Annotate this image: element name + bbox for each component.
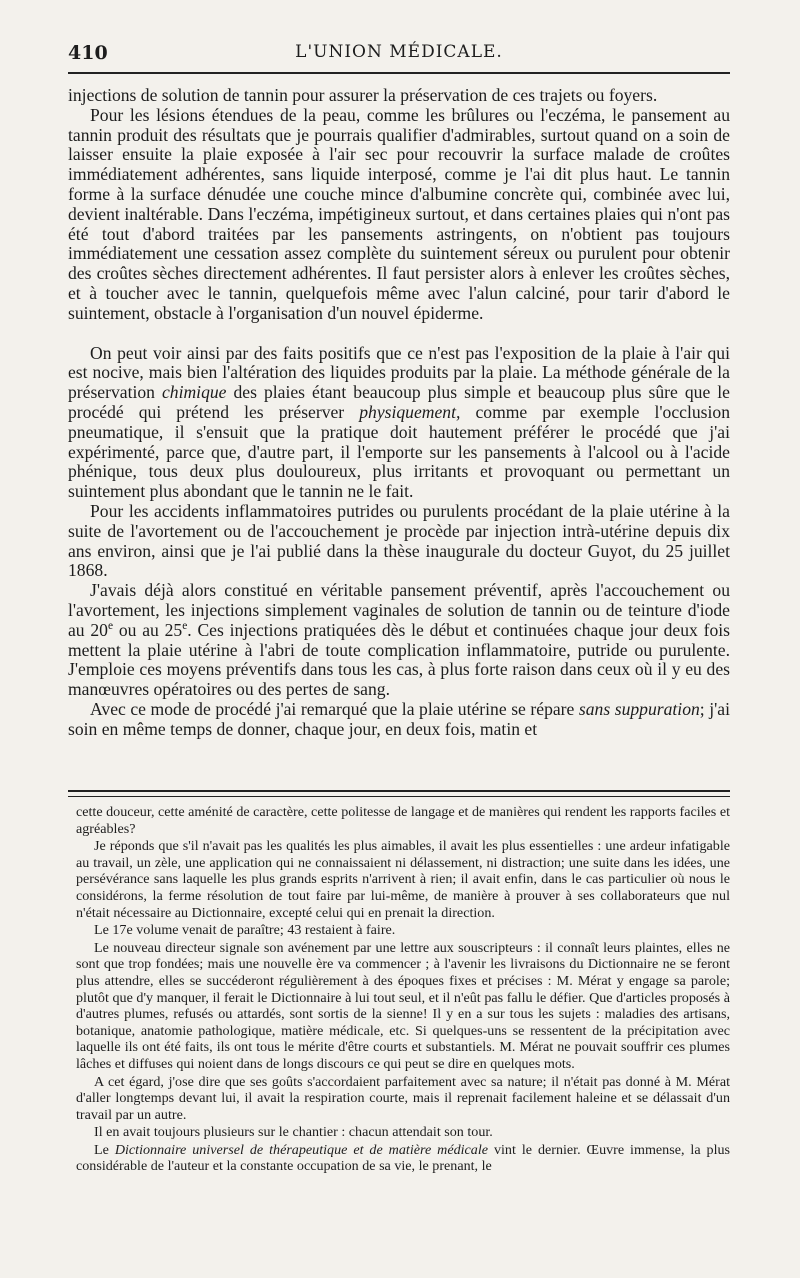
paragraph-5-part-b: ou au 25 [113, 619, 183, 640]
paragraph-6-part-a: Avec ce mode de procédé j'ai remarqué que la plaie utérine se répare [90, 698, 579, 719]
dictionary-title: Dictionnaire universel de thérapeutique et de matière médicale [114, 1141, 489, 1158]
main-article-text [68, 86, 730, 740]
page-header [68, 42, 730, 74]
paragraph-3-part-a: On peut voir ainsi par des faits positifs que ce n'est pas l'exposition de la plaie à l'air qui est nocive, mais bien l'altération des liquides produits par la plaie. La méthode générale de la préservation [68, 342, 730, 403]
feuilleton-paragraph-7-part-a: Le [94, 1141, 115, 1158]
feuilleton-paragraph-2: Je réponds que s'il n'avait pas les qualités les plus aimables, il avait les plus essentielles : une ardeur infatigable au travail, un zèle, une application qui ne connaissaient ni délassement, ni distraction; une suite dans les idées, une persévérance sans laquelle les plus grands esprits n'arrivent à rien; il avait enfin, dans le cas particulier où nous le considérons, la ferme résolution de tout faire par lui-même, de manière à prouver à ses collaborateurs que nul n'était nécessaire au Dictionnaire, excepté celui qui en prenait la direction. [76, 838, 730, 921]
feuilleton-paragraph-7 [76, 1142, 730, 1175]
paragraph-2: Pour les lésions étendues de la peau, comme les brûlures ou l'eczéma, le pansement au tannin produit des résultats que je pourrais qualifier d'admirables, surtout quand on a soin de laisser ensuite la plaie exposée à l'air sec pour recouvrir la surface malade de croûtes immédiatement adhérentes, sans liquide interposé, comme je l'ai dit plus haut. Le tannin forme à la surface dénudée une couche mince d'albumine concrète qui, combinée avec lui, devient inaltérable. Dans l'eczéma, impétigineux surtout, et dans certaines plaies qui n'ont pas été tout d'abord traitées par les pansements astringents, on n'obtient pas toujours immédiatement une cessation assez complète du suintement séreux ou purulent pour obtenir des croûtes sèches directement adhérentes. Il faut persister alors à enlever les croûtes sèches, et à toucher avec le tannin, quelquefois même avec l'alun calciné, pour tarir d'abord le suintement, obstacle à l'organisation d'un nouvel épiderme. [68, 104, 730, 323]
paragraph-3-part-b: des plaies étant beaucoup plus simple et beaucoup plus sûre que le procédé qui prétend les préserver [68, 382, 730, 422]
superscript-e-2: e [182, 619, 188, 632]
feuilleton-text [76, 804, 730, 1175]
emphasis-chimique: chimique [161, 382, 227, 403]
feuilleton-paragraph-7-part-b: vint le dernier. Œuvre immense, la plus considérable de l'auteur et la constante occupation de sa vie, le prenant, le [76, 1141, 731, 1175]
paragraph-3-part-c: comme par exemple l'occlusion pneumatique, il s'ensuit que la pratique doit hautement préférer le procédé que j'ai expérimenté, parce que, d'autre part, il l'emporte sur les pansements à l'alcool ou à l'acide phénique, tous deux plus douloureux, plus irritants et provoquant ou permettant un suintement plus abondant que le tannin ne le fait. [68, 401, 730, 502]
page-number: 410 [68, 42, 108, 64]
paragraph-3 [68, 344, 730, 502]
superscript-e-1: e [107, 619, 114, 632]
feuilleton-paragraph-6: Il en avait toujours plusieurs sur le chantier : chacun attendait son tour. [94, 1124, 493, 1141]
emphasis-sans-suppuration: sans suppuration [578, 698, 700, 719]
running-title: L'UNION MÉDICALE. [295, 42, 503, 62]
paragraph-6 [68, 700, 730, 740]
paragraph-6-part-b: ; j'ai soin en même temps de donner, chaque jour, en deux fois, matin et [68, 698, 730, 739]
paragraph-5 [68, 581, 730, 700]
feuilleton-paragraph-1: cette douceur, cette aménité de caractère, cette politesse de langage et de manières qui rendent les rapports faciles et agréables? [76, 804, 730, 837]
emphasis-physiquement: physiquement, [359, 401, 461, 422]
paragraph-5-part-a: J'avais déjà alors constitué en véritable pansement préventif, après l'accouchement ou l'avortement, les injections simplement vaginales de solution de tannin ou de teinture d'iode au 20 [68, 580, 730, 640]
paragraph-1: injections de solution de tannin pour assurer la préservation de ces trajets ou foyers. [68, 85, 658, 105]
paragraph-5-part-c: . Ces injections pratiquées dès le début et continuées chaque jour deux fois mettent la plaie utérine à l'abri de toute complication inflammatoire, putride ou purulente. J'emploie ces moyens préventifs dans tous les cas, à plus forte raison dans ceux où il y eu des manœuvres opératoires ou des pertes de sang. [68, 619, 730, 700]
feuilleton-paragraph-4: Le nouveau directeur signale son avénement par une lettre aux souscripteurs : il connaît leurs plaintes, elles ne sont que trop fondées; mais une nouvelle ère va commencer ; à l'avenir les livraisons du Dictionnaire ne se feront plus attendre, elles se succéderont régulièrement à des époques fixes et précises : M. Mérat y engage sa parole; plutôt que d'y manquer, il ferait le Dictionnaire à lui tout seul, et il n'eût pas fallu le défier. Que d'articles proposés à d'autres plumes, refusés ou attardés, sont sortis de la sienne! Il y en a sur tous les sujets : maladies des artisans, botanique, anatomie pathologique, matière médicale, etc. Si quelques-uns se ressentent de la précipitation avec laquelle ils ont été faits, ils ont tous le mérite d'être courts et substantiels. M. Mérat ne pouvait souffrir ces plumes lâches et diffuses qui noient dans de longs discours ce qui peut se dire en quelques mots. [76, 939, 730, 1072]
feuilleton-paragraph-5: A cet égard, j'ose dire que ses goûts s'accordaient parfaitement avec sa nature; il n'était pas donné à M. Mérat d'aller longtemps devant lui, il avait la respiration courte, mais il reprenait facilement haleine et se délassait d'un travail par un autre. [76, 1073, 730, 1123]
feuilleton-divider [68, 790, 730, 797]
paragraph-4: Pour les accidents inflammatoires putrides ou purulents procédant de la plaie utérine à la suite de l'avortement ou de l'accouchement je procède par injection intrà-utérine depuis dix ans environ, ainsi que je l'ai publié dans la thèse inaugurale du docteur Guyot, du 25 juillet 1868. [68, 500, 730, 581]
feuilleton-paragraph-3: Le 17e volume venait de paraître; 43 restaient à faire. [94, 922, 396, 939]
